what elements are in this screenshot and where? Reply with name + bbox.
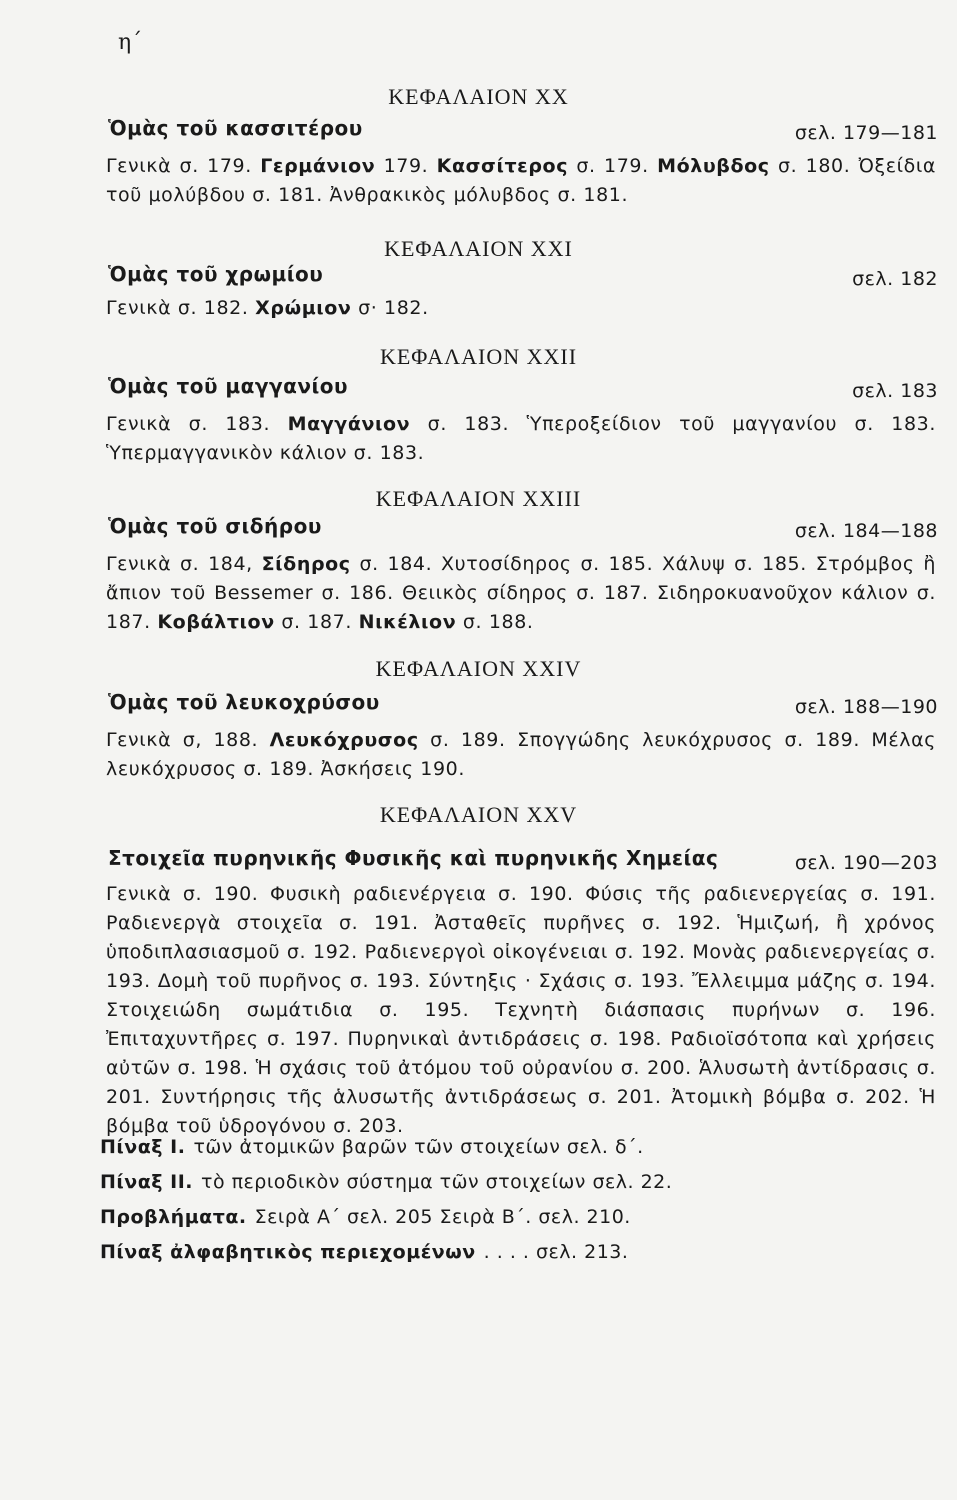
section-heading <box>108 374 938 402</box>
section-pages: σελ. 179—181 <box>794 122 938 144</box>
section-body <box>106 410 936 468</box>
chapter-title: ΚΕΦΑΛΑΙΟΝ XXIV <box>375 656 582 681</box>
appendix-item <box>100 1165 930 1200</box>
section-body <box>106 880 936 1141</box>
entry-text: σ. 187. <box>274 611 359 633</box>
section-heading-text: Στοιχεῖα πυρηνικῆς Φυσικῆς καὶ πυρηνικῆς Χημείας <box>108 846 719 870</box>
section-heading <box>108 116 938 144</box>
appendix-label: Πίναξ I. <box>100 1136 186 1158</box>
entry-text: Γενικὰ σ, 188. <box>106 729 270 751</box>
appendix-text: τῶν ἀτομικῶν βαρῶν τῶν στοιχείων σελ. δ΄. <box>193 1136 644 1158</box>
section-heading <box>108 846 938 874</box>
entry-text: Γενικὰ σ. 184, <box>106 553 262 575</box>
section-pages: σελ. 182 <box>852 268 938 290</box>
entry-term: Σίδηρος <box>261 553 351 575</box>
section-pages: σελ. 190—203 <box>794 852 938 874</box>
entry-term: Κοβάλτιον <box>157 611 275 633</box>
chapter-title: ΚΕΦΑΛΑΙΟΝ XXIII <box>375 486 582 511</box>
entry-text: σ. 189. Σπογγώδης λευκόχρυσος σ. 189. Μέλας λευκόχρυσος σ. 189. Ἀσκήσεις 190. <box>106 729 937 780</box>
section-body <box>106 294 936 323</box>
section-heading <box>108 690 938 718</box>
appendix-label: Προβλήματα. <box>100 1206 247 1228</box>
section-heading-text: Ὁμὰς τοῦ μαγγανίου <box>108 374 349 398</box>
appendix-item <box>100 1200 930 1235</box>
appendix-text: τὸ περιοδικὸν σύστημα τῶν στοιχείων σελ. 22. <box>201 1171 673 1193</box>
entry-text: σ· 182. <box>351 297 429 319</box>
section-pages: σελ. 184—188 <box>794 520 938 542</box>
entry-text: Γενικὰ σ. 179. <box>106 155 261 177</box>
section-heading-text: Ὁμὰς τοῦ χρωμίου <box>108 262 324 286</box>
entry-term: Μαγγάνιον <box>287 413 411 435</box>
entry-text: σ. 184. Χυτοσίδηρος σ. 185. Χάλυψ σ. 185. Στρόμβος ἢ ἄπιον τοῦ Bessemer σ. 186. Θειικὸς σίδηρος σ. 187. Σιδηροκυανοῦχον κάλιον σ. 187. <box>106 553 937 633</box>
appendix-label: Πίναξ II. <box>100 1171 193 1193</box>
entry-text: Γενικὰ σ. 183. <box>106 413 288 435</box>
section-body <box>106 152 936 210</box>
entry-term: Γερμάνιον <box>260 155 376 177</box>
section-body <box>106 726 936 784</box>
chapter-title: ΚΕΦΑΛΑΙΟΝ XX <box>388 84 569 109</box>
appendix-text: . . . . σελ. 213. <box>483 1241 629 1263</box>
section-heading-text: Ὁμὰς τοῦ λευκοχρύσου <box>108 690 380 714</box>
entry-text: Γενικὰ σ. 182. <box>106 297 256 319</box>
entry-term: Κασσίτερος <box>436 155 569 177</box>
section-heading <box>108 514 938 542</box>
page-number: η΄ <box>118 30 143 55</box>
entry-term: Λευκόχρυσος <box>269 729 419 751</box>
entry-term: Χρώμιον <box>255 297 352 319</box>
entry-term: Μόλυβδος <box>657 155 770 177</box>
appendix-label: Πίναξ ἀλφαβητικὸς περιεχομένων <box>100 1241 476 1263</box>
section-body <box>106 550 936 637</box>
appendix-item <box>100 1235 930 1270</box>
chapter-title: ΚΕΦΑΛΑΙΟΝ XXV <box>379 802 578 827</box>
section-heading-text: Ὁμὰς τοῦ σιδήρου <box>108 514 322 538</box>
entry-text: σ. 188. <box>456 611 534 633</box>
section-heading-text: Ὁμὰς τοῦ κασσιτέρου <box>108 116 363 140</box>
appendix-item <box>100 1130 930 1165</box>
entry-text: σ. 180. Ὀξείδια τοῦ μολύβδου σ. 181. Ἀνθρακικὸς μόλυβδος σ. 181. <box>106 155 937 206</box>
section-pages: σελ. 188—190 <box>794 696 938 718</box>
appendix-list <box>100 1130 930 1270</box>
entry-term: Νικέλιον <box>358 611 457 633</box>
entry-text: Γενικὰ σ. 190. Φυσικὴ ραδιενέργεια σ. 190. Φύσις τῆς ραδιενεργείας σ. 191. Ραδιενεργὰ στοιχεῖα σ. 191. Ἀσταθεῖς πυρῆνες σ. 192. Ἡμιζωή, ἢ χρόνος ὑποδιπλασιασμοῦ σ. 192. Ραδιενεργοὶ οἰκογένειαι σ. 192. Μονὰς ραδιενεργείας σ. 193. Δομὴ τοῦ πυρῆνος σ. 193. Σύντηξις · Σχάσις σ. 193. Ἔλλειμμα μάζης σ. 194. Στοιχειώδη σωμάτιδια σ. 195. Τεχνητὴ διάσπασις πυρήνων σ. 196. Ἐπιταχυντῆρες σ. 197. Πυρηνικαὶ ἀντιδράσεις σ. 198. Ραδιοϊσότοπα καὶ χρήσεις αὐτῶν σ. 198. Ἡ σχάσις τοῦ ἀτόμου τοῦ οὐρανίου σ. 200. Ἁλυσωτὴ ἀντίδρασις σ. 201. Συντήρησις τῆς ἁλυσωτῆς ἀντιδράσεως σ. 201. Ἀτομικὴ βόμβα σ. 202. Ἡ βόμβα τοῦ ὑδρογόνου σ. 203. <box>106 883 936 1137</box>
entry-text: 179. <box>375 155 437 177</box>
chapter-title: ΚΕΦΑΛΑΙΟΝ XXI <box>384 236 573 261</box>
section-heading <box>108 262 938 290</box>
section-pages: σελ. 183 <box>852 380 938 402</box>
entry-text: σ. 179. <box>568 155 658 177</box>
appendix-text: Σειρὰ Α΄ σελ. 205 Σειρὰ Β΄. σελ. 210. <box>254 1206 631 1228</box>
entry-text: σ. 183. Ὑπεροξείδιον τοῦ μαγγανίου σ. 183. Ὑπερμαγγανικὸν κάλιον σ. 183. <box>106 413 937 464</box>
chapter-title: ΚΕΦΑΛΑΙΟΝ XXII <box>379 344 578 369</box>
